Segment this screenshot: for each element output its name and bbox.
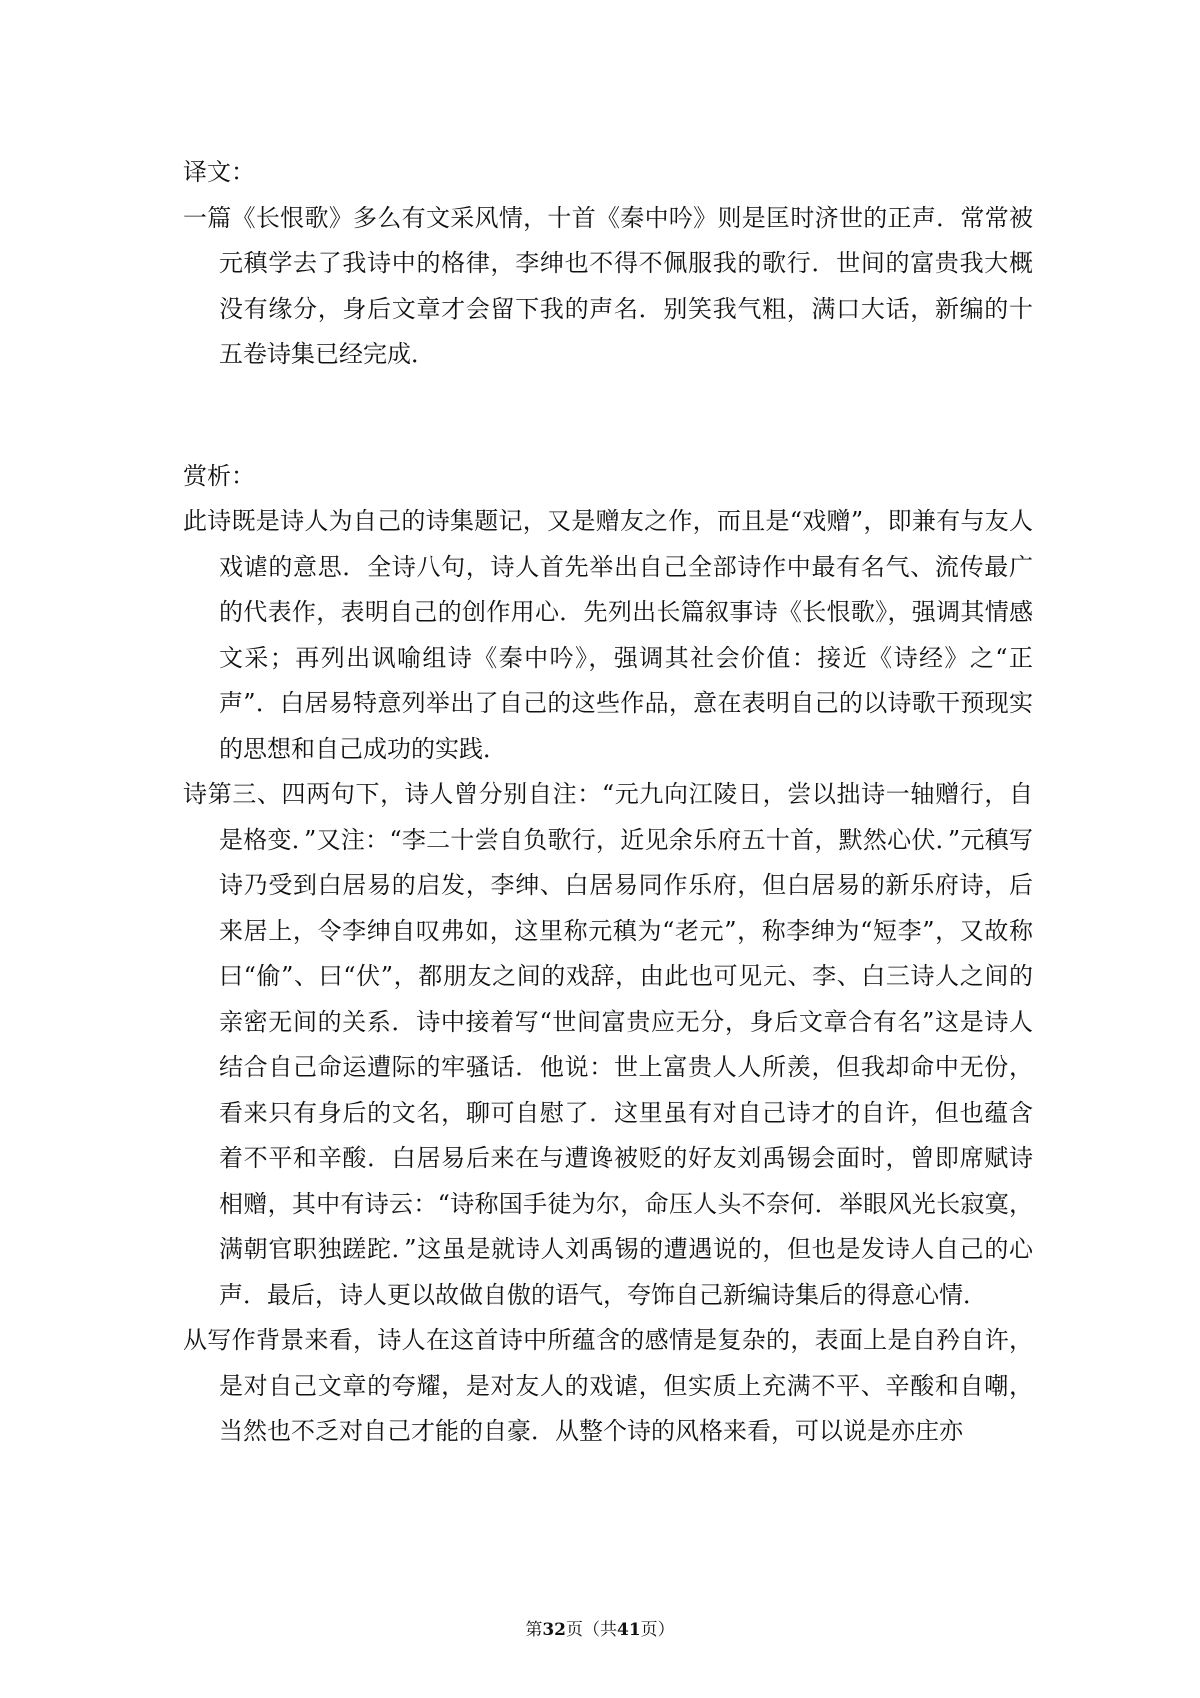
footer-page-number: 32 xyxy=(542,1620,566,1640)
translation-heading: 译文： xyxy=(183,158,255,186)
footer-total-pages: 41 xyxy=(617,1620,641,1640)
appreciation-paragraph-1: 此诗既是诗人为自己的诗集题记，又是赠友之作，而且是“戏赠”，即兼有与友人戏谑的意思．全诗八句，诗人首先举出自己全部诗作中最有名气、流传最广的代表作，表明自己的创作用心．先列出长篇叙事诗《长恨歌》，强调其情感文采；再列出讽喻组诗《秦中吟》，强调其社会价值：接近《诗经》之“正声”．白居易特意列举出了自己的这些作品，意在表明自己的以诗歌干预现实的思想和自己成功的实践． xyxy=(183,507,1033,763)
page-footer xyxy=(0,1618,1200,1642)
section-spacer xyxy=(183,378,1033,454)
appreciation-paragraph-3: 从写作背景来看，诗人在这首诗中所蕴含的感情是复杂的，表面上是自矜自许，是对自己文章的夸耀，是对友人的戏谑，但实质上充满不平、辛酸和自嘲，当然也不乏对自己才能的自豪．从整个诗的风格来看，可以说是亦庄亦 xyxy=(183,1326,1033,1445)
footer-middle: 页（共 xyxy=(566,1620,617,1640)
translation-paragraph: 一篇《长恨歌》多么有文采风情，十首《秦中吟》则是匡时济世的正声．常常被元稹学去了我诗中的格律，李绅也不得不佩服我的歌行．世间的富贵我大概没有缘分，身后文章才会留下我的声名．别笑我气粗，满口大话，新编的十五卷诗集已经完成． xyxy=(183,203,1033,368)
page-content xyxy=(183,150,1033,1455)
footer-prefix: 第 xyxy=(525,1620,543,1640)
appreciation-heading: 赏析： xyxy=(183,461,255,490)
footer-suffix: 页） xyxy=(640,1620,675,1640)
appreciation-paragraph-2: 诗第三、四两句下，诗人曾分别自注：“元九向江陵日，尝以拙诗一轴赠行，自是格变．”又注：“李二十尝自负歌行，近见余乐府五十首，默然心伏．”元稹写诗乃受到白居易的启发，李绅、白居易同作乐府，但白居易的新乐府诗，后来居上，令李绅自叹弗如，这里称元稹为“老元”，称李绅为“短李”，又故称曰“偷”、曰“伏”，都朋友之间的戏辞，由此也可见元、李、白三诗人之间的亲密无间的关系．诗中接着写“世间富贵应无分，身后文章合有名”这是诗人结合自己命运遭际的牢骚话．他说：世上富贵人人所羡，但我却命中无份，看来只有身后的文名，聊可自慰了．这里虽有对自己诗才的自许，但也蕴含着不平和辛酸．白居易后来在与遭谗被贬的好友刘禹锡会面时，曾即席赋诗相赠，其中有诗云：“诗称国手徒为尔，命压人头不奈何．举眼风光长寂寞，满朝官职独蹉跎．”这虽是就诗人刘禹锡的遭遇说的，但也是发诗人自己的心声．最后，诗人更以故做自傲的语气，夸饰自己新编诗集后的得意心情． xyxy=(183,780,1033,1309)
